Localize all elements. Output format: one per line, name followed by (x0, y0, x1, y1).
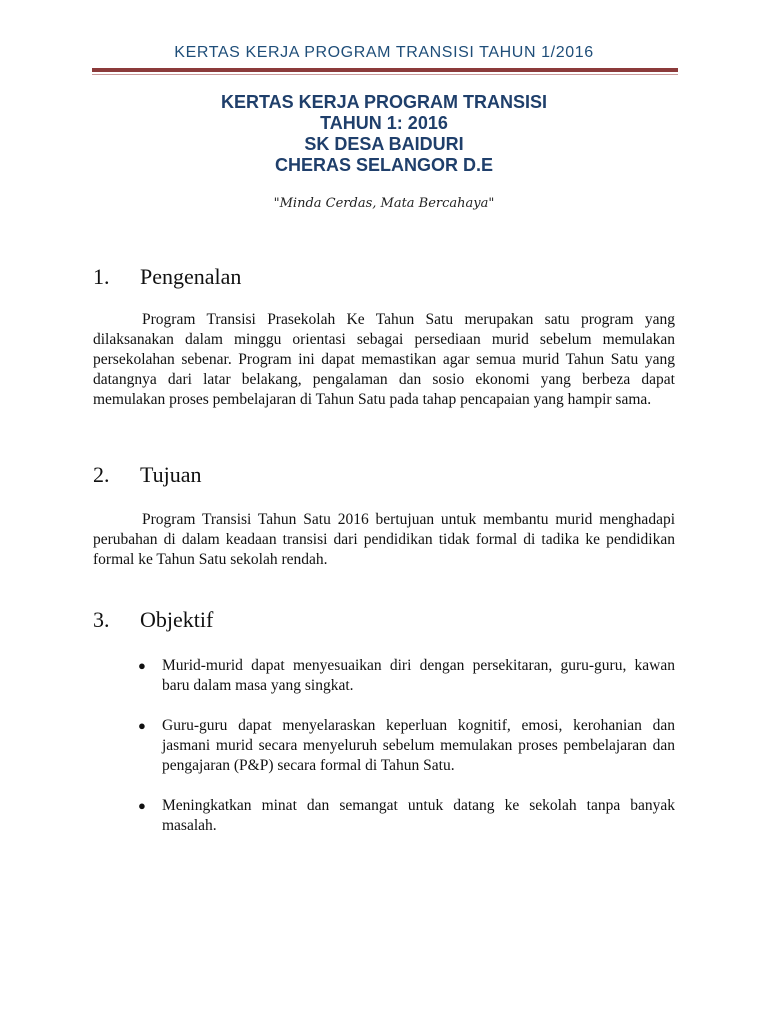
school-motto: "Minda Cerdas, Mata Bercahaya" (273, 196, 495, 211)
section-number: 2. (93, 462, 110, 487)
list-item: ● Meningkatkan minat dan semangat untuk datang ke sekolah tanpa banyak masalah. (138, 797, 675, 834)
section-number: 3. (93, 607, 110, 632)
header-divider-thin (92, 74, 678, 75)
section-heading-tujuan (93, 462, 202, 488)
bullet-icon: ● (138, 718, 146, 733)
list-item: ● Murid-murid dapat menyesuaikan diri dengan persekitaran, guru-guru, kawan baru dalam masa yang singkat. (138, 657, 675, 694)
title-line-3: SK DESA BAIDURI (304, 134, 464, 154)
list-item: ● Guru-guru dapat menyelaraskan keperluan kognitif, emosi, kerohanian dan jasmani murid secara menyeluruh sebelum memulakan proses pembelajaran dan pengajaran (P&P) secara formal di Tahun Satu. (138, 717, 675, 774)
section-title: Pengenalan (140, 264, 242, 289)
document-title (0, 92, 768, 176)
objectives-list (138, 656, 675, 856)
section-title: Objektif (140, 607, 214, 632)
section-title: Tujuan (140, 462, 202, 487)
title-line-1: KERTAS KERJA PROGRAM TRANSISI (220, 92, 548, 112)
section-heading-pengenalan (93, 264, 241, 290)
paragraph-tujuan: Program Transisi Tahun Satu 2016 bertujuan untuk membantu murid menghadapi perubahan di dalam keadaan transisi dari pendidikan tidak formal di tadika ke pendidikan formal ke Tahun Satu sekolah rendah. (93, 511, 675, 568)
title-line-2: TAHUN 1: 2016 (320, 113, 448, 133)
paragraph-pengenalan: Program Transisi Prasekolah Ke Tahun Satu merupakan satu program yang dilaksanakan dalam minggu orientasi sebagai persediaan murid sebelum memulakan persekolahan sebenar. Program ini dapat memastikan agar semua murid Tahun Satu yang datangnya dari latar belakang, pengalaman dan sosio ekonomi yang berbeza dapat memulakan proses pembelajaran di Tahun Satu pada tahap pencapaian yang hampir sama. (93, 311, 675, 408)
title-line-4: CHERAS SELANGOR D.E (274, 155, 494, 175)
section-heading-objektif (93, 607, 213, 633)
bullet-icon: ● (138, 798, 146, 813)
section-number: 1. (93, 264, 110, 289)
running-header: KERTAS KERJA PROGRAM TRANSISI TAHUN 1/2016 (174, 44, 594, 61)
bullet-icon: ● (138, 658, 146, 673)
header-divider (92, 68, 678, 72)
